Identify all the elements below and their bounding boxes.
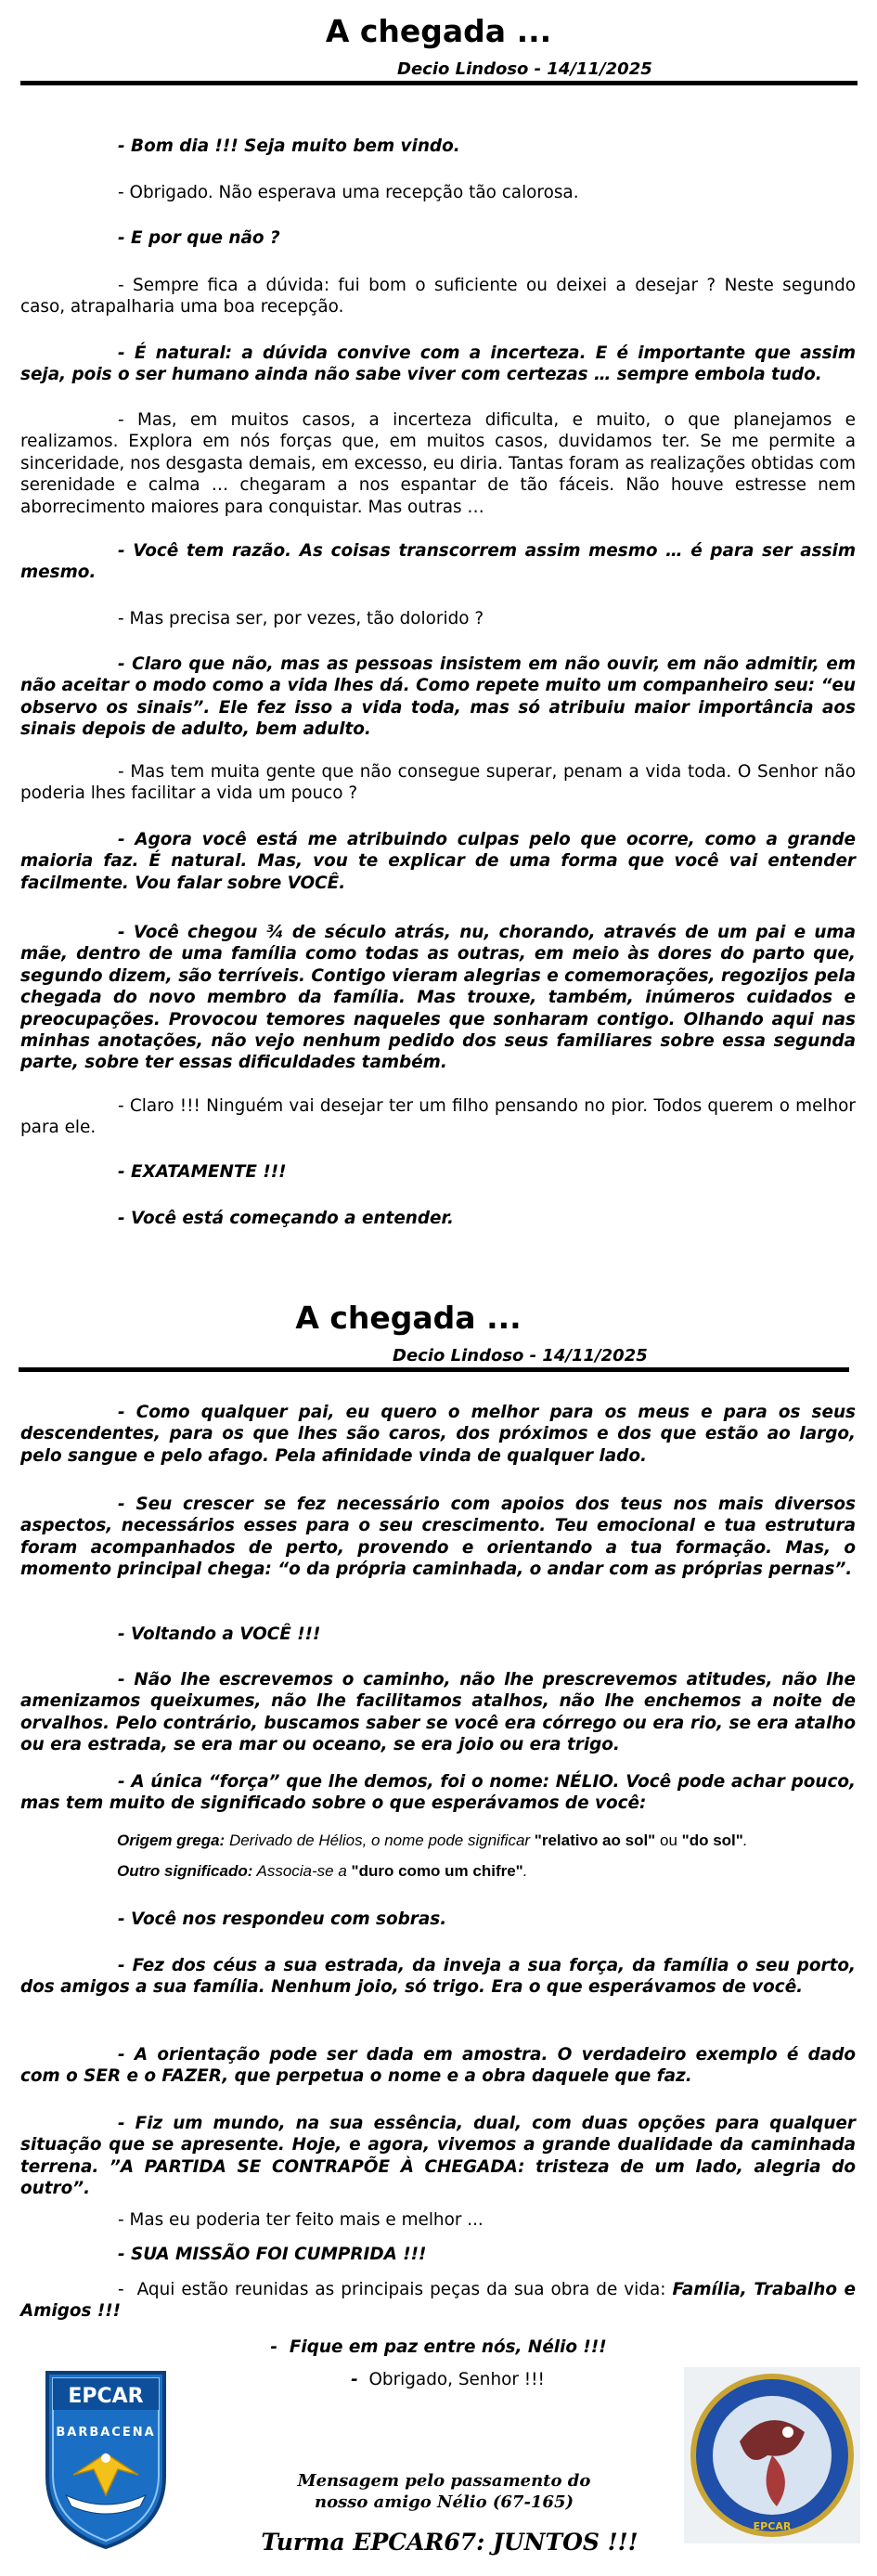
paragraph-text: É natural: a dúvida convive com a incerteza. E é importante que assim seja, pois o ser humano ainda não sabe viver com certezas … sempre embola tudo. [20, 343, 856, 385]
paragraph-text: Mas eu poderia ter feito mais e melhor ... [129, 2210, 484, 2230]
paragraph-text: Agora você está me atribuindo culpas pelo que ocorre, como a grande maioria faz. É natural. Mas, vou te explicar de uma forma que você vai entender facilmente. Vou falar sobre VOCÊ. [20, 830, 856, 893]
paragraph-text: Seu crescer se fez necessário com apoios dos teus nos mais diversos aspectos, necessários esses para o seu crescimento. Teu emocional e tua estrutura foram acompanhados de perto, provendo e orientando a tua formação. Mas, o momento principal chega: “o da própria caminhada, o andar com as próprias pernas”. [20, 1495, 856, 1580]
paragraph: - Obrigado. Não esperava uma recepção tão calorosa. [118, 183, 579, 202]
paragraph-text: Você nos respondeu com sobras. [131, 1909, 447, 1929]
badge-city-text: BARBACENA [56, 2426, 156, 2440]
page-title: A chegada ... [295, 1300, 522, 1336]
paragraph: - SUA MISSÃO FOI CUMPRIDA !!! [118, 2245, 427, 2264]
paragraph-text: Mas, em muitos casos, a incerteza dificulta, e muito, o que planejamos e realizamos. Explora em nós forças que, em muitos casos, duvidamos ter. Se me permite a sinceridade, nos desgasta demais, em excesso, eu diria. Tantas foram as realizações obtidas com serenidade e calma … chegaram a nos espantar de tão fáceis. Não houve estresse nem aborrecimento maiores para conquistar. Mas outras … [20, 410, 856, 517]
title-divider [20, 81, 858, 85]
paragraph: - EXATAMENTE !!! [118, 1162, 287, 1182]
patch-text: EPCAR [753, 2520, 792, 2532]
paragraph: - Seu crescer se fez necessário com apoios dos teus nos mais diversos aspectos, necessários esses para o seu crescimento. Teu emocional e tua estrutura foram acompanhados de perto, provendo e orientando a tua formação. Mas, o momento principal chega: “o da própria caminhada, o andar com as próprias pernas”. [20, 1495, 856, 1580]
name-meaning-origin: Origem grega: Derivado de Hélios, o nome pode significar "relativo ao sol" ou "do sol". [117, 1832, 748, 1849]
paragraph-text: Fez dos céus a sua estrada, da inveja a sua força, da família o seu porto, dos amigos a sua família. Nenhum joio, só trigo. Era o que esperávamos de você. [20, 1956, 856, 1998]
paragraph-text: A única “força” que lhe demos, foi o nome: NÉLIO. Você pode achar pouco, mas tem muito de significado sobre o que esperávamos de você: [20, 1772, 856, 1814]
paragraph-text: A orientação pode ser dada em amostra. O verdadeiro exemplo é dado com o SER e o FAZER, que perpetua o nome e a obra daquele que faz. [20, 2045, 856, 2087]
paragraph-text: Mas precisa ser, por vezes, tão dolorido ? [129, 609, 484, 628]
paragraph: - Fez dos céus a sua estrada, da inveja a sua força, da família o seu porto, dos amigos a sua família. Nenhum joio, só trigo. Era o que esperávamos de você. [20, 1956, 856, 1998]
paragraph: - Sempre fica a dúvida: fui bom o suficiente ou deixei a desejar ? Neste segundo caso, atrapalharia uma boa recepção. [20, 276, 856, 317]
closing-blessing: - Fique em paz entre nós, Nélio !!! [270, 2337, 607, 2357]
byline: Decio Lindoso - 14/11/2025 [393, 1346, 648, 1366]
paragraph-text: Claro !!! Ninguém vai desejar ter um filho pensando no pior. Todos querem o melhor para ele. [20, 1096, 856, 1138]
paragraph: - A orientação pode ser dada em amostra. O verdadeiro exemplo é dado com o SER e o FAZER, que perpetua o nome e a obra daquele que faz. [20, 2045, 856, 2087]
paragraph: - Você chegou ¾ de século atrás, nu, chorando, através de um pai e uma mãe, dentro de uma família como todas as outras, em meio às dores do parto que, segundo dizem, são terríveis. Contigo vieram alegrias e comemorações, regozijos pela chegada do novo membro da família. Mas trouxe, também, inúmeros cuidados e preocupações. Provocou temores naqueles que sonharam contigo. Olhando aqui nas minhas anotações, não vejo nenhum pedido dos seus familiares sobre essa segunda parte, sobre ter essas dificuldades também. [20, 923, 856, 1073]
paragraph: - Bom dia !!! Seja muito bem vindo. [118, 136, 460, 156]
paragraph-text: Como qualquer pai, eu quero o melhor para os meus e para os seus descendentes, para os que lhes são caros, dos próximos e dos que estão ao largo, pelo sangue e pelo afago. Pela afinidade vinda de qualquer lado. [20, 1403, 856, 1466]
paragraph-text: SUA MISSÃO FOI CUMPRIDA !!! [131, 2245, 427, 2264]
paragraph: - E por que não ? [118, 228, 280, 248]
closing-thanks: - Obrigado, Senhor !!! [351, 2370, 545, 2389]
paragraph: - Claro que não, mas as pessoas insistem em não ouvir, em não admitir, em não aceitar o modo como a vida lhes dá. Como repete muito um companheiro seu: “eu observo os sinais”. Ele fez isso a vida toda, mas só atribuiu maior importância aos sinais depois de adulto, bem adulto. [20, 654, 856, 740]
paragraph-text: EXATAMENTE !!! [131, 1162, 287, 1182]
page-title: A chegada ... [325, 13, 552, 49]
paragraph: - Agora você está me atribuindo culpas pelo que ocorre, como a grande maioria faz. É natural. Mas, vou te explicar de uma forma que você vai entender facilmente. Vou falar sobre VOCÊ. [20, 830, 856, 893]
footer-line-1: Mensagem pelo passamento do [297, 2471, 591, 2491]
paragraph: - Você nos respondeu com sobras. [118, 1909, 447, 1929]
paragraph-text: Bom dia !!! Seja muito bem vindo. [131, 136, 460, 156]
badge-epcar-text: EPCAR [68, 2385, 144, 2408]
page-2 [0, 1300, 877, 2576]
paragraph: - Mas tem muita gente que não consegue superar, penam a vida toda. O Senhor não poderia lhes facilitar a vida um pouco ? [20, 762, 856, 804]
paragraph-text: Claro que não, mas as pessoas insistem em não ouvir, em não admitir, em não aceitar o modo como a vida lhes dá. Como repete muito um companheiro seu: “eu observo os sinais”. Ele fez isso a vida toda, mas só atribuiu maior importância aos sinais depois de adulto, bem adulto. [20, 654, 856, 740]
paragraph: - Você tem razão. As coisas transcorrem assim mesmo … é para ser assim mesmo. [20, 541, 856, 583]
paragraph: - Voltando a VOCÊ !!! [118, 1625, 321, 1644]
paragraph: - Você está começando a entender. [118, 1209, 454, 1228]
paragraph-text: Fiz um mundo, na sua essência, dual, com duas opções para qualquer situação que se apresente. Hoje, e agora, vivemos a grande dualidade da caminhada terrena. ”A PARTIDA SE CONTRAPÕE À CHEGADA: tristeza de um lado, alegria do outro”. [20, 2114, 856, 2199]
epcar-shield-logo [36, 2365, 175, 2551]
paragraph: - Mas, em muitos casos, a incerteza dificulta, e muito, o que planejamos e realizamos. Explora em nós forças que, em muitos casos, duvidamos ter. Se me permite a sinceridade, nos desgasta demais, em excesso, eu diria. Tantas foram as realizações obtidas com serenidade e calma … chegaram a nos espantar de tão fáceis. Não houve estresse nem aborrecimento maiores para conquistar. Mas outras … [20, 410, 856, 517]
byline: Decio Lindoso - 14/11/2025 [397, 59, 652, 79]
paragraph-text: Você tem razão. As coisas transcorrem assim mesmo … é para ser assim mesmo. [20, 541, 856, 583]
footer-headline: Turma EPCAR67: JUNTOS !!! [261, 2529, 638, 2556]
title-divider [19, 1367, 849, 1372]
footer-line-2: nosso amigo Nélio (67-165) [314, 2492, 574, 2512]
paragraph: - Aqui estão reunidas as principais peças da sua obra de vida: Família, Trabalho e Amigos !!! [20, 2280, 856, 2322]
paragraph-text: Você chegou ¾ de século atrás, nu, chorando, através de um pai e uma mãe, dentro de uma família como todas as outras, em meio às dores do parto que, segundo dizem, são terríveis. Contigo vieram alegrias e comemorações, regozijos pela chegada do novo membro da família. Mas trouxe, também, inúmeros cuidados e preocupações. Provocou temores naqueles que sonharam contigo. Olhando aqui nas minhas anotações, não vejo nenhum pedido dos seus familiares sobre essa segunda parte, sobre ter essas dificuldades também. [20, 923, 856, 1073]
paragraph-text: Obrigado. Não esperava uma recepção tão calorosa. [129, 183, 579, 202]
paragraph: - Como qualquer pai, eu quero o melhor para os meus e para os seus descendentes, para os que lhes são caros, dos próximos e dos que estão ao largo, pelo sangue e pelo afago. Pela afinidade vinda de qualquer lado. [20, 1403, 856, 1466]
paragraph-text: E por que não ? [131, 228, 280, 248]
paragraph: - É natural: a dúvida convive com a incerteza. E é importante que assim seja, pois o ser humano ainda não sabe viver com certezas … sempre embola tudo. [20, 343, 856, 385]
paragraph-text: Mas tem muita gente que não consegue superar, penam a vida toda. O Senhor não poderia lhes facilitar a vida um pouco ? [20, 762, 856, 804]
paragraph: - Claro !!! Ninguém vai desejar ter um filho pensando no pior. Todos querem o melhor para ele. [20, 1096, 856, 1138]
paragraph: - Mas precisa ser, por vezes, tão dolorido ? [118, 609, 484, 628]
paragraph-text: Sempre fica a dúvida: fui bom o suficiente ou deixei a desejar ? Neste segundo caso, atrapalharia uma boa recepção. [20, 276, 856, 317]
paragraph: - Mas eu poderia ter feito mais e melhor ... [118, 2210, 484, 2230]
paragraph: - Fiz um mundo, na sua essência, dual, com duas opções para qualquer situação que se apresente. Hoje, e agora, vivemos a grande dualidade da caminhada terrena. ”A PARTIDA SE CONTRAPÕE À CHEGADA: tristeza de um lado, alegria do outro”. [20, 2114, 856, 2199]
paragraph-text: Não lhe escrevemos o caminho, não lhe prescrevemos atitudes, não lhe amenizamos queixumes, não lhe facilitamos atalhos, não lhe enchemos a noite de orvalhos. Pelo contrário, buscamos saber se você era córrego ou era rio, se era atalho ou era estrada, se era mar ou oceano, se era joio ou era trigo. [20, 1670, 856, 1755]
paragraph: - A única “força” que lhe demos, foi o nome: NÉLIO. Você pode achar pouco, mas tem muito de significado sobre o que esperávamos de você: [20, 1772, 856, 1814]
name-meaning-other: Outro significado: Associa-se a "duro como um chifre". [117, 1862, 528, 1880]
class-patch-logo [684, 2367, 860, 2544]
paragraph-text: Você está começando a entender. [131, 1209, 454, 1228]
paragraph-text: Voltando a VOCÊ !!! [131, 1625, 321, 1644]
paragraph: - Não lhe escrevemos o caminho, não lhe prescrevemos atitudes, não lhe amenizamos queixumes, não lhe facilitamos atalhos, não lhe enchemos a noite de orvalhos. Pelo contrário, buscamos saber se você era córrego ou era rio, se era atalho ou era estrada, se era mar ou oceano, se era joio ou era trigo. [20, 1670, 856, 1755]
